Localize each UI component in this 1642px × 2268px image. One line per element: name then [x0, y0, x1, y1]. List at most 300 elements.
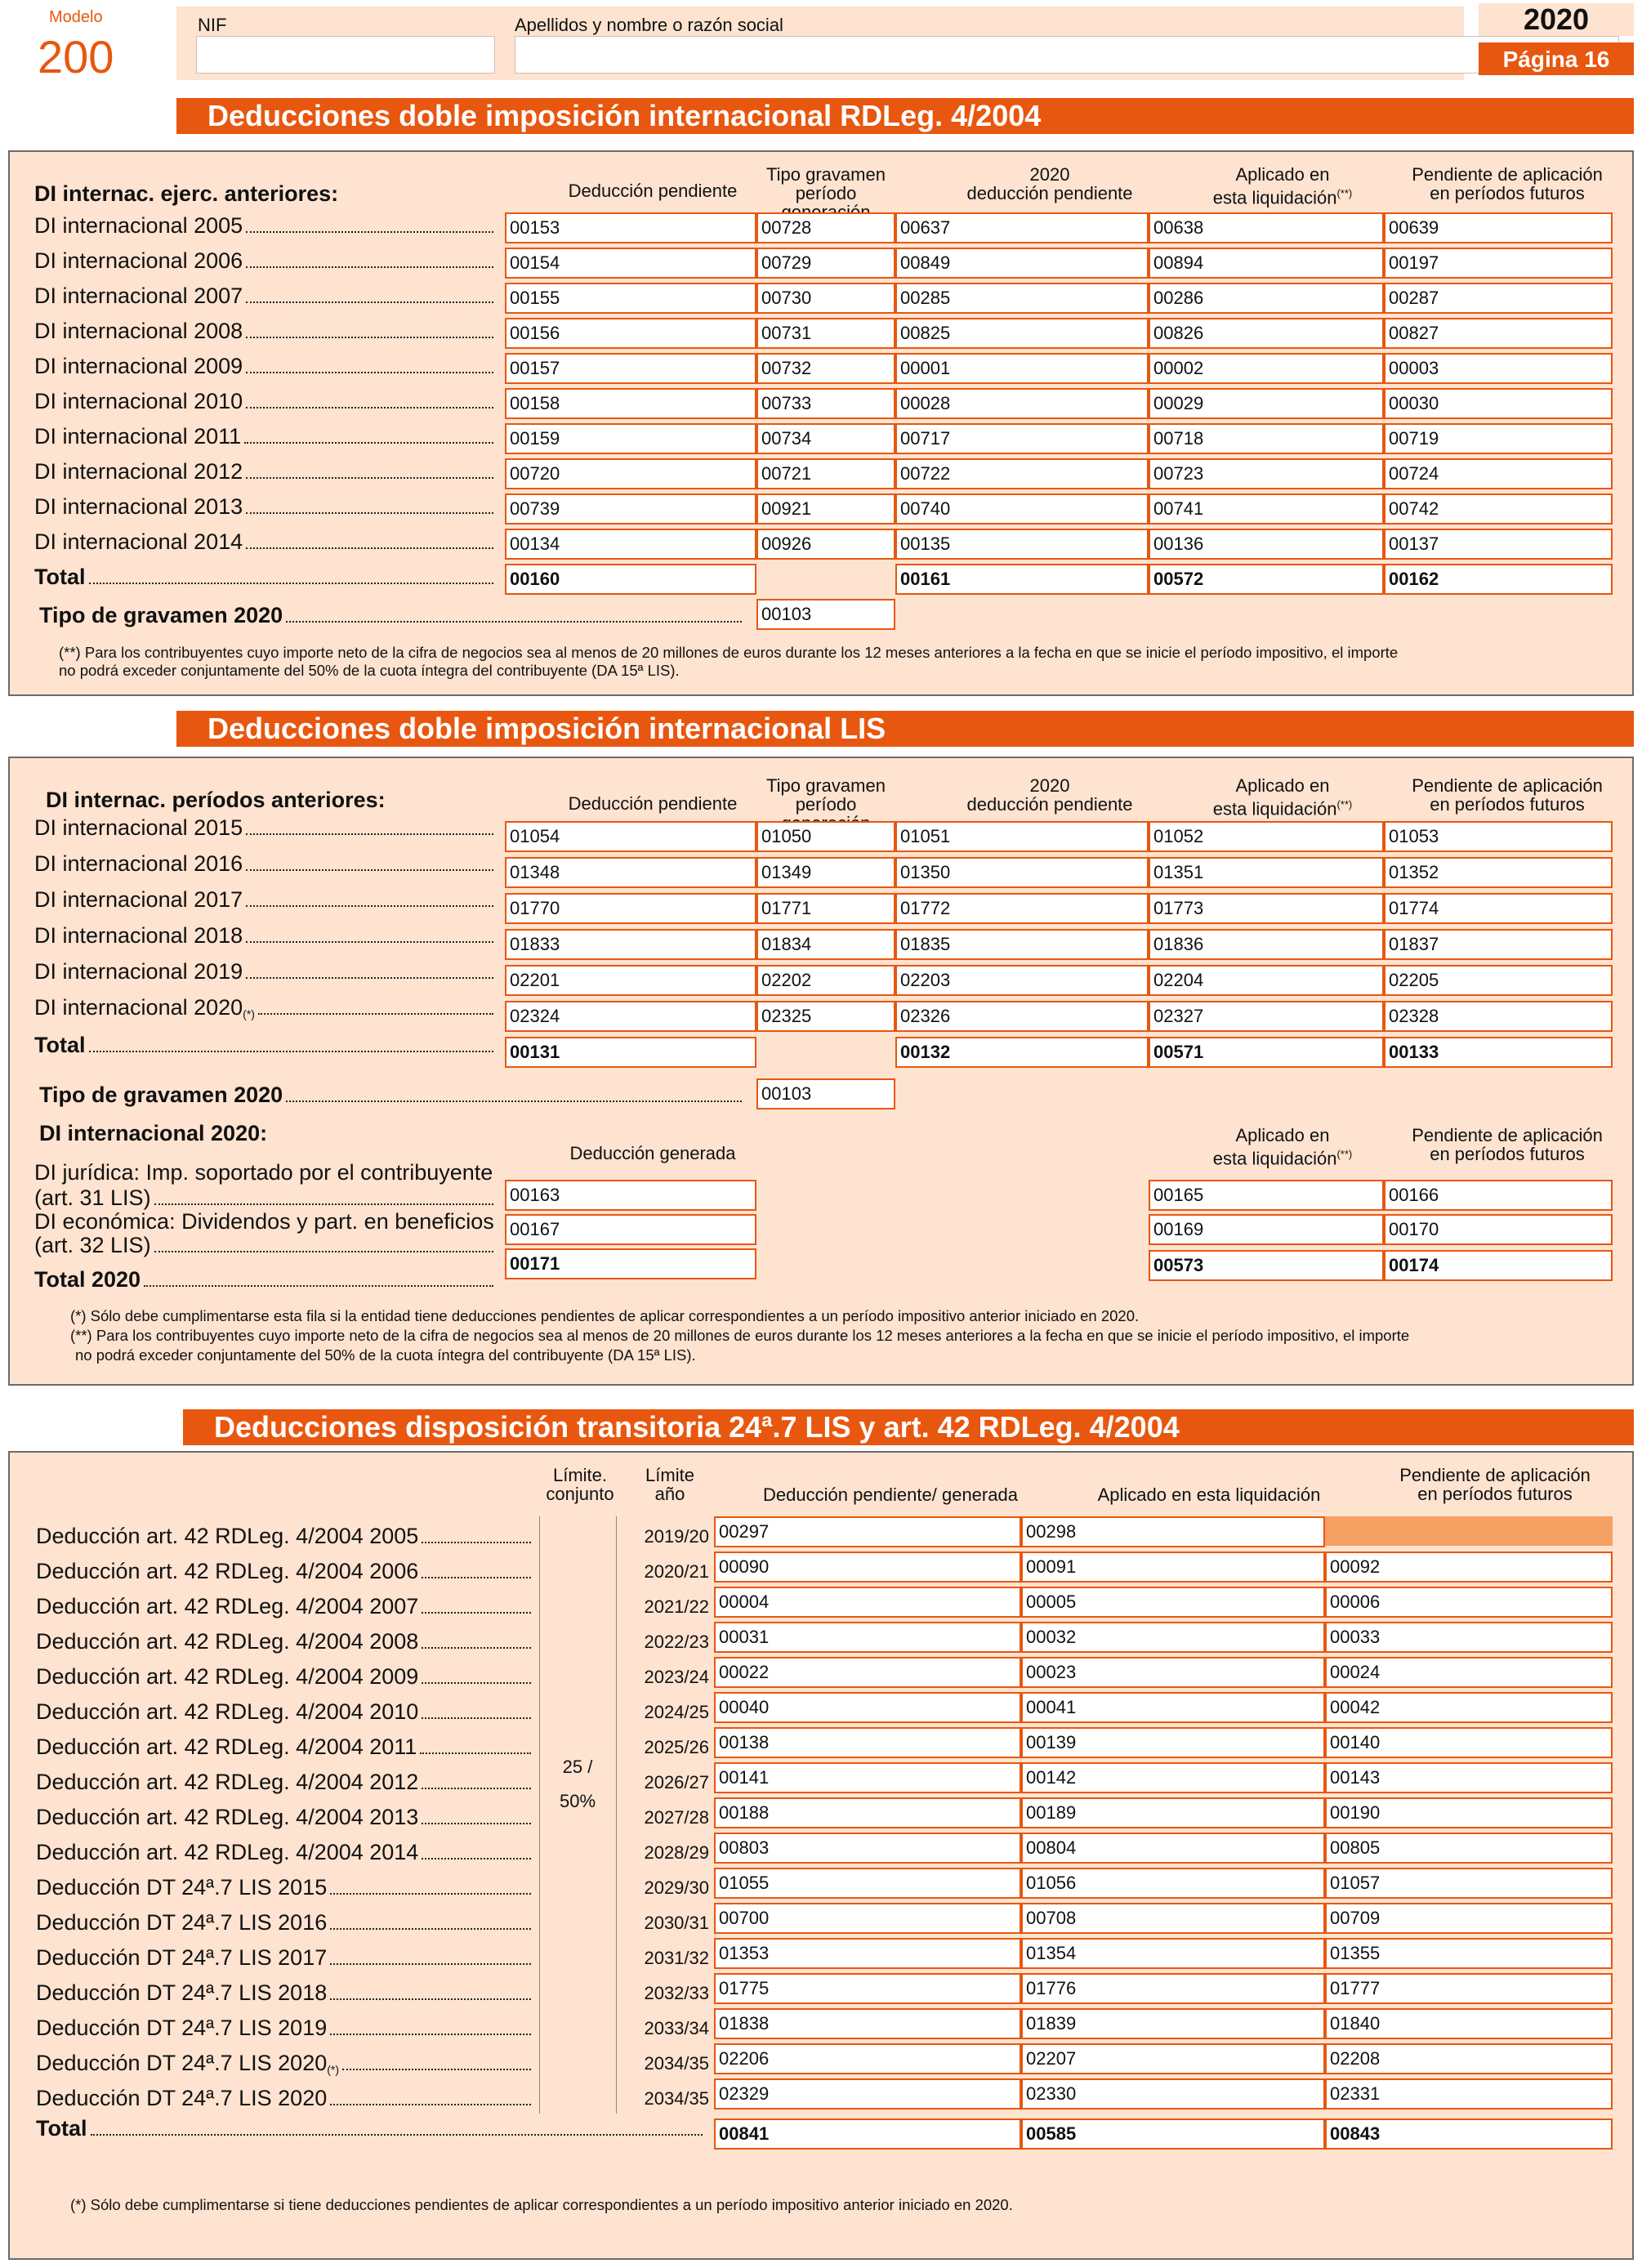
s3-amount-field[interactable] — [1021, 1727, 1325, 1758]
row-label-text: Total — [34, 565, 86, 589]
s3-row-label — [36, 2082, 534, 2111]
s3-amount-field[interactable] — [1325, 1622, 1613, 1653]
s3-row-year: 2021/22 — [644, 1596, 709, 1617]
s3-amount-field[interactable] — [1325, 1868, 1613, 1899]
s2-amount-field[interactable] — [505, 929, 756, 960]
box-code: 02327 — [1153, 1006, 1204, 1026]
box-code: 01775 — [719, 1978, 770, 1998]
box-code: 00805 — [1330, 1837, 1381, 1858]
s1-amount-field[interactable] — [1384, 248, 1613, 279]
s2-amount-field[interactable] — [756, 821, 895, 852]
s1-footnote-1: (**) Para los contribuyentes cuyo importe neto de la cifra de negocios sea al menos de 20 millones de euros durante los 12 meses anteriores a la fecha en que se inicie el período impositivo, el importe — [59, 644, 1399, 661]
s3-row-year: 2026/27 — [644, 1772, 709, 1793]
s3-amount-field[interactable] — [1021, 1692, 1325, 1723]
leader-dots — [422, 1577, 531, 1578]
s3-amount-field[interactable] — [714, 1797, 1021, 1828]
s1-row-label — [34, 244, 497, 274]
s2-total-field[interactable] — [1149, 1037, 1384, 1068]
box-code: 01837 — [1389, 934, 1439, 954]
s1-amount-field[interactable] — [895, 212, 1149, 243]
s2-amount-field[interactable] — [1384, 821, 1613, 852]
s1-footnote-2: no podrá exceder conjuntamente del 50% de la cuota íntegra del contribuyente (DA 15ª LIS). — [59, 662, 680, 679]
row-label-text: Total 2020 — [34, 1267, 141, 1292]
s1-row-label — [34, 385, 497, 414]
s3-total-field[interactable] — [714, 2118, 1021, 2150]
s3-amount-field[interactable] — [1021, 1551, 1325, 1583]
s2-tipo-gravamen-label — [39, 1078, 745, 1108]
s3-amount-field[interactable] — [714, 1727, 1021, 1758]
s2-total-field[interactable] — [505, 1037, 756, 1068]
s3-amount-field[interactable] — [1021, 1516, 1325, 1547]
s3-footnote: (*) Sólo debe cumplimentarse si tiene deducciones pendientes de aplicar correspondientes a un período impositivo anterior iniciado en 2020. — [70, 2196, 1013, 2213]
s1-amount-field[interactable] — [895, 248, 1149, 279]
s1-total-label — [34, 560, 497, 590]
s3-limit-line1: 25 / — [562, 1757, 593, 1777]
leader-dots — [246, 301, 493, 303]
s1-amount-field[interactable] — [1149, 318, 1384, 349]
s3-amount-field[interactable] — [1021, 1762, 1325, 1793]
s1-amount-field[interactable] — [895, 318, 1149, 349]
s3-row-label — [36, 2011, 534, 2041]
s3-col-header-limite-ano — [629, 1466, 711, 1503]
s1-row-label — [34, 279, 497, 309]
col-header-line2 — [559, 1144, 747, 1163]
box-code: 02207 — [1026, 2048, 1077, 2069]
s2-amount-field[interactable] — [1149, 821, 1384, 852]
s1-tipo-gravamen-field[interactable] — [756, 599, 895, 630]
box-code: 00142 — [1026, 1767, 1077, 1788]
s2-amount-field[interactable] — [756, 1001, 895, 1032]
row-label-text: DI internacional 2012 — [34, 459, 243, 484]
s1-amount-field[interactable] — [1384, 212, 1613, 243]
nif-label: NIF — [198, 15, 227, 35]
s2-amount-field[interactable] — [895, 893, 1149, 924]
s1-total-field[interactable] — [895, 564, 1149, 595]
s3-amount-field[interactable] — [1325, 1797, 1613, 1828]
s2-amount-field[interactable] — [1149, 1001, 1384, 1032]
s3-amount-field[interactable] — [1325, 1657, 1613, 1688]
s2-amount-field[interactable] — [505, 821, 756, 852]
row-label-text: Deducción DT 24ª.7 LIS 2019 — [36, 2016, 328, 2040]
s3-row-year: 2029/30 — [644, 1877, 709, 1898]
box-code: 00165 — [1153, 1185, 1204, 1205]
s1-total-field[interactable] — [1149, 564, 1384, 595]
s2-di2020-label: DI internacional 2020: — [39, 1121, 268, 1145]
s1-col-header-aplicado — [1176, 165, 1389, 207]
s2b-col-header-aplicado — [1176, 1126, 1389, 1167]
s1-amount-field[interactable] — [756, 353, 895, 384]
s2-amount-field[interactable] — [1149, 893, 1384, 924]
s2-footnote-3: no podrá exceder conjuntamente del 50% de la cuota íntegra del contribuyente (DA 15ª LIS). — [75, 1346, 696, 1364]
s3-amount-field[interactable] — [714, 1551, 1021, 1583]
year-label: 2020 — [1523, 2, 1590, 36]
box-code: 01770 — [510, 898, 560, 918]
s3-amount-field[interactable] — [1325, 2008, 1613, 2039]
col-header-line2 — [1389, 795, 1626, 814]
s3-row-year: 2032/33 — [644, 1983, 709, 2003]
col-header-text: Deducción pendiente/ generada — [763, 1484, 1018, 1505]
row-label-sup: (*) — [243, 1007, 255, 1020]
s3-row-year: 2020/21 — [644, 1561, 709, 1582]
s2-juridica-label-2 — [34, 1181, 497, 1211]
s3-total-field[interactable] — [1021, 2118, 1325, 2150]
box-code: 00734 — [761, 428, 812, 449]
s3-amount-field[interactable] — [1021, 1587, 1325, 1618]
s3-amount-field[interactable] — [714, 1938, 1021, 1969]
s1-amount-field[interactable] — [895, 529, 1149, 560]
s2-tipo-gravamen-field[interactable] — [756, 1078, 895, 1109]
s3-amount-field[interactable] — [1021, 1938, 1325, 1969]
s3-amount-field[interactable] — [714, 1973, 1021, 2004]
s2-economica-pendiente[interactable] — [1384, 1214, 1613, 1245]
row-label-text: DI internacional 2006 — [34, 248, 243, 273]
s3-amount-field[interactable] — [1021, 1657, 1325, 1688]
s2-total2020-aplicado[interactable] — [1149, 1250, 1384, 1281]
box-code: 00287 — [1389, 288, 1439, 308]
row-label-sup: (*) — [327, 2063, 340, 2076]
box-code: 00171 — [510, 1253, 560, 1274]
leader-dots — [91, 2134, 703, 2136]
box-code: 02329 — [719, 2083, 770, 2104]
s3-amount-field[interactable] — [1325, 1938, 1613, 1969]
s1-amount-field[interactable] — [1149, 423, 1384, 454]
s3-amount-field[interactable] — [714, 2078, 1021, 2110]
s2-amount-field[interactable] — [505, 965, 756, 996]
s2-amount-field[interactable] — [505, 893, 756, 924]
section2-title: Deducciones doble imposición internacional LIS — [176, 711, 1634, 747]
s2-amount-field[interactable] — [1149, 929, 1384, 960]
box-code: 00155 — [510, 288, 560, 308]
leader-dots — [154, 1251, 493, 1252]
s1-total-field[interactable] — [505, 564, 756, 595]
col-header-text: esta liquidación — [1212, 798, 1337, 819]
s1-amount-field[interactable] — [756, 493, 895, 525]
row-label-text: Deducción art. 42 RDLeg. 4/2004 2014 — [36, 1840, 419, 1864]
s2-amount-field[interactable] — [756, 929, 895, 960]
s3-amount-field[interactable] — [714, 1692, 1021, 1723]
box-code: 00163 — [510, 1185, 560, 1205]
box-code: 00133 — [1389, 1042, 1439, 1062]
nombre-field[interactable] — [515, 36, 1619, 74]
box-code: 02208 — [1330, 2048, 1381, 2069]
s3-amount-field[interactable] — [1325, 1973, 1613, 2004]
s2-economica-label-1: DI económica: Dividendos y part. en beneficios — [34, 1209, 494, 1234]
s1-amount-field[interactable] — [1384, 353, 1613, 384]
s1-row-label — [34, 490, 497, 520]
box-code: 00162 — [1389, 569, 1439, 589]
col-header-line1: Pendiente de aplicación — [1399, 1465, 1591, 1485]
col-header-line2 — [1389, 1145, 1626, 1163]
row-label-text: DI internacional 2009 — [34, 354, 243, 378]
s3-amount-field[interactable] — [714, 1762, 1021, 1793]
s2-col-header-aplicado — [1176, 776, 1389, 818]
s3-amount-field[interactable] — [714, 1516, 1021, 1547]
row-label-text: DI internacional 2010 — [34, 389, 243, 413]
s2-amount-field[interactable] — [895, 857, 1149, 888]
s3-amount-field[interactable] — [1325, 1551, 1613, 1583]
leader-dots — [246, 372, 493, 373]
col-header-line1: Límite. — [552, 1465, 608, 1485]
s1-row-label — [34, 350, 497, 379]
s3-amount-field[interactable] — [1021, 1797, 1325, 1828]
box-code: 02330 — [1026, 2083, 1077, 2104]
s3-row-year: 2034/35 — [644, 2088, 709, 2109]
s1-amount-field[interactable] — [1384, 529, 1613, 560]
s1-amount-field[interactable] — [1384, 493, 1613, 525]
s3-amount-field[interactable] — [714, 1587, 1021, 1618]
box-code: 00137 — [1389, 534, 1439, 554]
box-code: 02201 — [510, 970, 560, 990]
leader-dots — [330, 1928, 531, 1930]
leader-dots — [246, 905, 493, 907]
row-label-text: DI internacional 2017 — [34, 887, 243, 912]
s2b-col-header-pendiente — [1389, 1126, 1626, 1163]
box-code: 00029 — [1153, 393, 1204, 413]
s2-amount-field[interactable] — [1384, 965, 1613, 996]
box-code: 00040 — [719, 1697, 770, 1717]
s3-amount-field[interactable] — [714, 2008, 1021, 2039]
s1-amount-field[interactable] — [756, 318, 895, 349]
s3-amount-field[interactable] — [1021, 2043, 1325, 2074]
leader-dots — [422, 1788, 531, 1789]
col-header-line2 — [939, 795, 1160, 814]
s3-amount-field[interactable] — [714, 1657, 1021, 1688]
s1-amount-field[interactable] — [1384, 458, 1613, 489]
s1-amount-field[interactable] — [895, 353, 1149, 384]
box-code: 00006 — [1330, 1592, 1381, 1612]
col-header-line2 — [1176, 795, 1389, 818]
s2-amount-field[interactable] — [895, 965, 1149, 996]
s2-juridica-generada[interactable] — [505, 1180, 756, 1211]
s2-col-header-pendiente — [1389, 776, 1626, 814]
s2-total2020-pendiente[interactable] — [1384, 1250, 1613, 1281]
s1-total-field[interactable] — [1384, 564, 1613, 595]
s3-amount-field[interactable] — [1021, 1833, 1325, 1864]
s1-amount-field[interactable] — [1149, 248, 1384, 279]
s1-amount-field[interactable] — [756, 423, 895, 454]
s3-amount-field[interactable] — [714, 1903, 1021, 1934]
box-code: 00140 — [1330, 1732, 1381, 1752]
box-code: 00024 — [1330, 1662, 1381, 1682]
box-code: 01838 — [719, 2013, 770, 2034]
box-code: 00700 — [719, 1908, 770, 1928]
s2-amount-field[interactable] — [1384, 857, 1613, 888]
s1-amount-field[interactable] — [1384, 318, 1613, 349]
s1-amount-field[interactable] — [1149, 283, 1384, 314]
col-header-line2 — [939, 184, 1160, 203]
row-label-text: DI internacional 2016 — [34, 851, 243, 876]
page-number: Página 16 — [1479, 42, 1634, 75]
s2-footnote-2: (**) Para los contribuyentes cuyo importe neto de la cifra de negocios sea al menos de 20 millones de euros durante los 12 meses anteriores a la fecha en que se inicie el período impositivo, el importe — [70, 1327, 1410, 1344]
s1-amount-field[interactable] — [895, 458, 1149, 489]
s1-amount-field[interactable] — [1149, 493, 1384, 525]
s1-amount-field[interactable] — [1384, 388, 1613, 419]
s1-amount-field[interactable] — [505, 493, 756, 525]
s1-amount-field[interactable] — [756, 458, 895, 489]
s1-amount-field[interactable] — [1149, 388, 1384, 419]
s3-amount-field[interactable] — [1325, 2078, 1613, 2110]
s3-amount-field[interactable] — [1325, 1762, 1613, 1793]
s1-amount-field[interactable] — [756, 212, 895, 243]
s2-amount-field[interactable] — [895, 929, 1149, 960]
box-code: 00731 — [761, 323, 812, 343]
s1-amount-field[interactable] — [505, 353, 756, 384]
box-code: 00926 — [761, 534, 812, 554]
s3-amount-field[interactable] — [1325, 1727, 1613, 1758]
col-header-line1: 2020 — [1029, 775, 1070, 796]
box-code: 00286 — [1153, 288, 1204, 308]
col-header-line2 — [629, 1484, 711, 1503]
s3-amount-field[interactable] — [714, 1833, 1021, 1864]
s3-amount-field[interactable] — [1325, 1833, 1613, 1864]
box-code: 00042 — [1330, 1697, 1381, 1717]
s2-amount-field[interactable] — [505, 857, 756, 888]
s2-amount-field[interactable] — [505, 1001, 756, 1032]
box-code: 00638 — [1153, 217, 1204, 238]
s1-amount-field[interactable] — [895, 493, 1149, 525]
leader-dots — [286, 621, 742, 623]
row-label-text: DI internacional 2013 — [34, 494, 243, 519]
s1-amount-field[interactable] — [505, 529, 756, 560]
s1-amount-field[interactable] — [1384, 423, 1613, 454]
s1-amount-field[interactable] — [756, 529, 895, 560]
leader-dots — [330, 2034, 531, 2035]
s1-amount-field[interactable] — [505, 318, 756, 349]
s2-economica-aplicado[interactable] — [1149, 1214, 1384, 1245]
s2-juridica-pendiente[interactable] — [1384, 1180, 1613, 1211]
s2-amount-field[interactable] — [895, 821, 1149, 852]
leader-dots — [422, 1682, 531, 1684]
nif-field[interactable] — [196, 36, 495, 74]
s3-amount-field[interactable] — [1021, 1868, 1325, 1899]
box-code: 00135 — [900, 534, 951, 554]
s3-amount-field[interactable] — [1325, 1692, 1613, 1723]
s2-row-label — [34, 883, 497, 913]
s1-amount-field[interactable] — [756, 388, 895, 419]
s1-amount-field[interactable] — [756, 283, 895, 314]
s2-row-label — [34, 991, 497, 1020]
s1-amount-field[interactable] — [505, 388, 756, 419]
s2-amount-field[interactable] — [1384, 893, 1613, 924]
s1-amount-field[interactable] — [895, 423, 1149, 454]
s3-amount-field[interactable] — [1021, 1903, 1325, 1934]
s1-amount-field[interactable] — [895, 283, 1149, 314]
s1-amount-field[interactable] — [1149, 353, 1384, 384]
s2-amount-field[interactable] — [1149, 965, 1384, 996]
box-code: 00160 — [510, 569, 560, 589]
s1-amount-field[interactable] — [505, 458, 756, 489]
s3-amount-field[interactable] — [1325, 1903, 1613, 1934]
s3-row-label — [36, 2047, 534, 2076]
s2-total-field[interactable] — [1384, 1037, 1613, 1068]
s1-amount-field[interactable] — [505, 212, 756, 243]
box-code: 00719 — [1389, 428, 1439, 449]
leader-dots — [144, 1285, 493, 1287]
row-label-text: Deducción art. 42 RDLeg. 4/2004 2009 — [36, 1664, 419, 1689]
s2-amount-field[interactable] — [756, 857, 895, 888]
s1-amount-field[interactable] — [1149, 212, 1384, 243]
box-code: 00003 — [1389, 358, 1439, 378]
s3-amount-field[interactable] — [1325, 2043, 1613, 2074]
box-code: 00718 — [1153, 428, 1204, 449]
box-code: 00157 — [510, 358, 560, 378]
s1-amount-field[interactable] — [505, 283, 756, 314]
row-label-text: Deducción DT 24ª.7 LIS 2020 — [36, 2051, 328, 2075]
row-label-text: Tipo de gravamen 2020 — [39, 603, 283, 627]
s1-amount-field[interactable] — [1384, 283, 1613, 314]
s1-row-label — [34, 209, 497, 239]
box-code: 00174 — [1389, 1255, 1439, 1275]
s1-row-label — [34, 455, 497, 484]
s2-economica-generada[interactable] — [505, 1214, 756, 1245]
s3-amount-field[interactable] — [1021, 1973, 1325, 2004]
s3-amount-field[interactable] — [1021, 1622, 1325, 1653]
col-header-line1: Tipo gravamen — [766, 775, 886, 796]
box-code: 00167 — [510, 1219, 560, 1239]
s1-amount-field[interactable] — [895, 388, 1149, 419]
s3-amount-field[interactable] — [714, 2043, 1021, 2074]
s3-amount-field[interactable] — [714, 1868, 1021, 1899]
s3-row-label — [36, 1871, 534, 1900]
row-label-text: DI internacional 2015 — [34, 815, 243, 840]
box-code: 02204 — [1153, 970, 1204, 990]
s3-amount-field[interactable] — [1325, 1587, 1613, 1618]
leader-dots — [89, 583, 494, 584]
s3-row-label — [36, 1766, 534, 1795]
year-box — [1479, 3, 1634, 36]
s1-amount-field[interactable] — [505, 423, 756, 454]
leader-dots — [246, 941, 493, 943]
s2-juridica-aplicado[interactable] — [1149, 1180, 1384, 1211]
s3-amount-field[interactable] — [714, 1622, 1021, 1653]
box-code: 01834 — [761, 934, 812, 954]
box-code: 00190 — [1330, 1802, 1381, 1823]
s2-total-field[interactable] — [895, 1037, 1149, 1068]
row-label-text: Deducción art. 42 RDLeg. 4/2004 2011 — [36, 1734, 417, 1759]
s1-amount-field[interactable] — [1149, 529, 1384, 560]
box-code: 02205 — [1389, 970, 1439, 990]
s1-amount-field[interactable] — [1149, 458, 1384, 489]
leader-dots — [330, 2104, 531, 2105]
s2-amount-field[interactable] — [895, 1001, 1149, 1032]
s3-total-field[interactable] — [1325, 2118, 1613, 2150]
col-header-line2 — [559, 794, 747, 813]
s3-amount-field[interactable] — [1021, 2078, 1325, 2110]
col-header-text: deducción pendiente — [966, 183, 1133, 203]
row-label-text: DI internacional 2008 — [34, 319, 243, 343]
s2-amount-field[interactable] — [756, 965, 895, 996]
s3-row-year: 2027/28 — [644, 1807, 709, 1828]
box-code: 00721 — [761, 463, 812, 484]
s2-row-label — [34, 955, 497, 984]
row-label-text: Deducción art. 42 RDLeg. 4/2004 2005 — [36, 1524, 419, 1548]
col-header-text: en períodos futuros — [1430, 1144, 1585, 1164]
s2-total2020-generada[interactable] — [505, 1248, 756, 1279]
row-label-text: Deducción art. 42 RDLeg. 4/2004 2013 — [36, 1805, 419, 1829]
s2-amount-field[interactable] — [1384, 929, 1613, 960]
s1-amount-field[interactable] — [756, 248, 895, 279]
s2-amount-field[interactable] — [1384, 1001, 1613, 1032]
col-header-line2 — [1389, 184, 1626, 203]
s1-amount-field[interactable] — [505, 248, 756, 279]
s3-amount-field[interactable] — [1021, 2008, 1325, 2039]
box-code: 01354 — [1026, 1943, 1077, 1963]
s2-amount-field[interactable] — [756, 893, 895, 924]
s2-amount-field[interactable] — [1149, 857, 1384, 888]
s1-col-header-2020 — [939, 165, 1160, 203]
row-label-text: Total — [36, 2116, 87, 2141]
box-code: 00169 — [1153, 1219, 1204, 1239]
